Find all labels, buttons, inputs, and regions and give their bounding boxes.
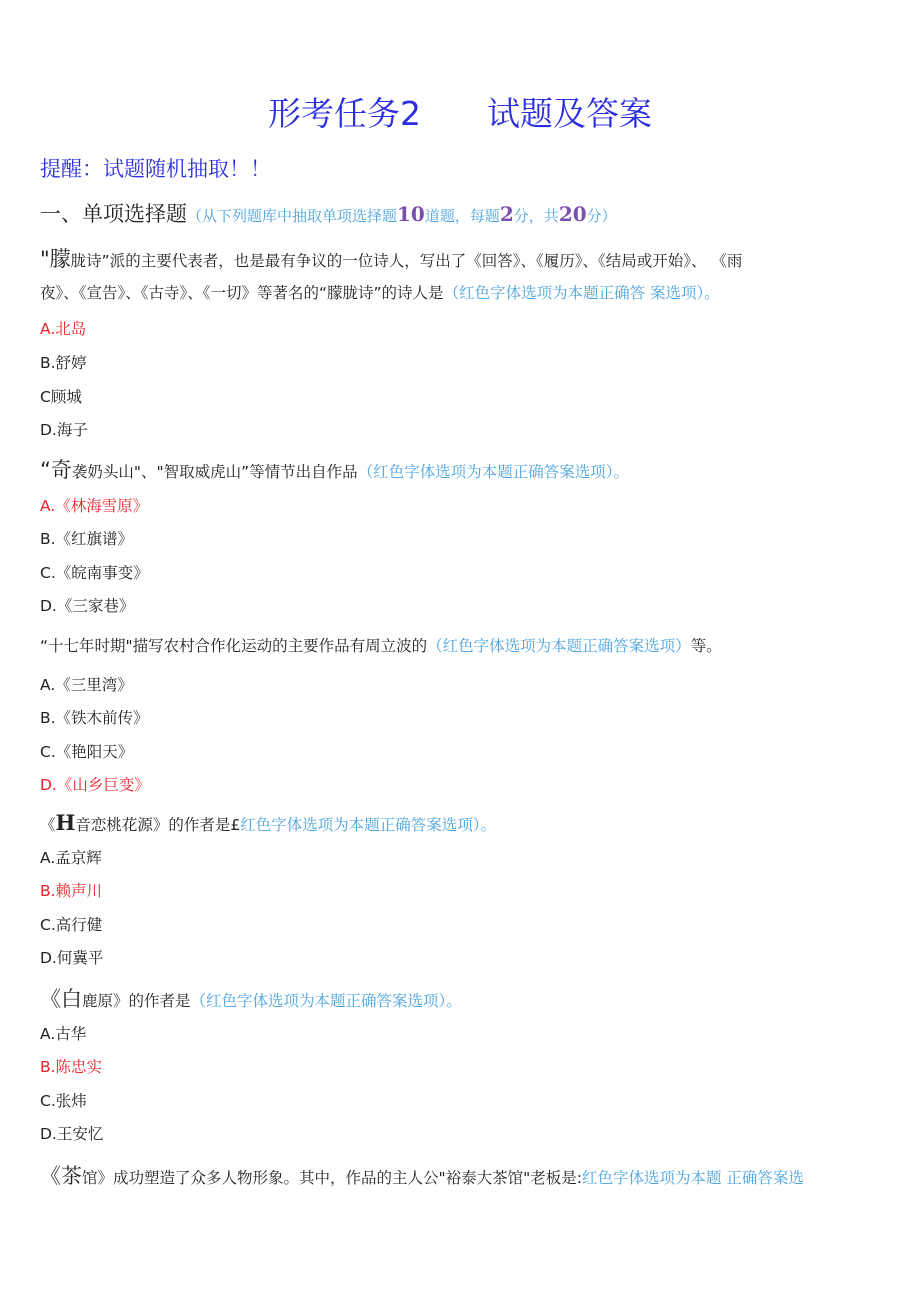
question-1-text-1: 胧诗”派的主要代表者，也是最有争议的一位诗人，写出了《回答》、《履历》、《结局或开始》、 《雨 (70, 252, 743, 270)
question-1-lead: "朦 (40, 247, 71, 271)
question-6-lead: 《茶 (40, 1164, 82, 1188)
question-6-hint: 红色字体选项为本题 正确答案选 (581, 1169, 804, 1187)
question-4-text: 音恋桃花源》的作者是£ (75, 816, 241, 834)
question-1-hint: （红色字体选项为本题正确答 案选项）。 (443, 284, 720, 302)
option-3d: D.《山乡巨变》 (40, 776, 150, 794)
section-note-open: （从下列题库中抽取单项选择题 (187, 207, 398, 225)
question-2-lead: “奇 (40, 458, 72, 482)
option-3b: B.《铁木前传》 (40, 709, 149, 727)
section-note-close: 分） (586, 207, 617, 225)
option-1d: D.海子 (40, 421, 88, 439)
question-5-lead: 《白 (40, 987, 82, 1011)
question-6-line (40, 1160, 804, 1190)
section-title: 一、单项选择题 (40, 202, 187, 226)
question-5-hint: （红色字体选项为本题正确答案选项）。 (190, 992, 462, 1010)
option-4c: C.高行健 (40, 916, 103, 934)
question-4-hint: 红色字体选项为本题正确答案选项）。 (240, 816, 496, 834)
section-heading (40, 198, 617, 228)
reminder-text: 提醒：试题随机抽取！！ (40, 157, 271, 181)
option-5b: B.陈忠实 (40, 1058, 103, 1076)
question-1-line-2 (40, 281, 720, 303)
question-count: 10 (397, 202, 425, 226)
question-2-line (40, 454, 629, 484)
option-4b: B.赖声川 (40, 882, 103, 900)
option-5c: C.张炜 (40, 1092, 87, 1110)
option-5d: D.王安忆 (40, 1125, 104, 1143)
question-3-hint: （红色字体选项为本题正确答案选项） (427, 637, 691, 655)
section-note-mid: 道题，每题 (424, 207, 500, 225)
option-3a: A.《三里湾》 (40, 676, 133, 694)
question-4-lead: H (55, 810, 76, 835)
option-3c: C.《艳阳天》 (40, 743, 134, 761)
question-1-line-1 (40, 243, 742, 273)
option-2b: B.《红旗谱》 (40, 530, 134, 548)
option-1b: B.舒婷 (40, 354, 87, 372)
question-5-text: 鹿原》的作者是 (82, 992, 191, 1010)
option-4d: D.何冀平 (40, 949, 104, 967)
section-note-mid2: 分，共 (513, 207, 559, 225)
points-total: 20 (558, 202, 587, 226)
question-4-pre: 《 (40, 816, 56, 834)
question-2-text: 袭奶头山"、"智取威虎山”等情节出自作品 (71, 463, 358, 481)
question-1-text-2: 夜》、《宣告》、《古寺》、《一切》等著名的“朦胧诗”的诗人是 (40, 284, 444, 302)
option-5a: A.古华 (40, 1025, 87, 1043)
question-5-line (40, 983, 462, 1013)
title-part-2: 试题及答案 (487, 94, 652, 133)
option-1a: A.北岛 (40, 320, 87, 338)
option-2d: D.《三家巷》 (40, 597, 135, 615)
question-3-line (40, 634, 722, 656)
question-3-text: “十七年时期"描写农村合作化运动的主要作品有周立波的 (40, 637, 428, 655)
question-4-line (40, 810, 496, 835)
option-4a: A.孟京辉 (40, 849, 102, 867)
question-6-text: 馆》成功塑造了众多人物形象。其中，作品的主人公"裕泰大茶馆"老板是: (82, 1169, 582, 1187)
option-2a: A.《林海雪原》 (40, 497, 149, 515)
question-3-tail: 等。 (690, 637, 722, 655)
question-2-hint: （红色字体选项为本题正确答案选项）。 (357, 463, 629, 481)
title-part-1: 形考任务2 (268, 94, 421, 133)
points-each: 2 (499, 202, 514, 226)
option-1c: C顾城 (40, 388, 82, 406)
option-2c: C.《皖南事变》 (40, 564, 149, 582)
page-title (0, 88, 920, 135)
